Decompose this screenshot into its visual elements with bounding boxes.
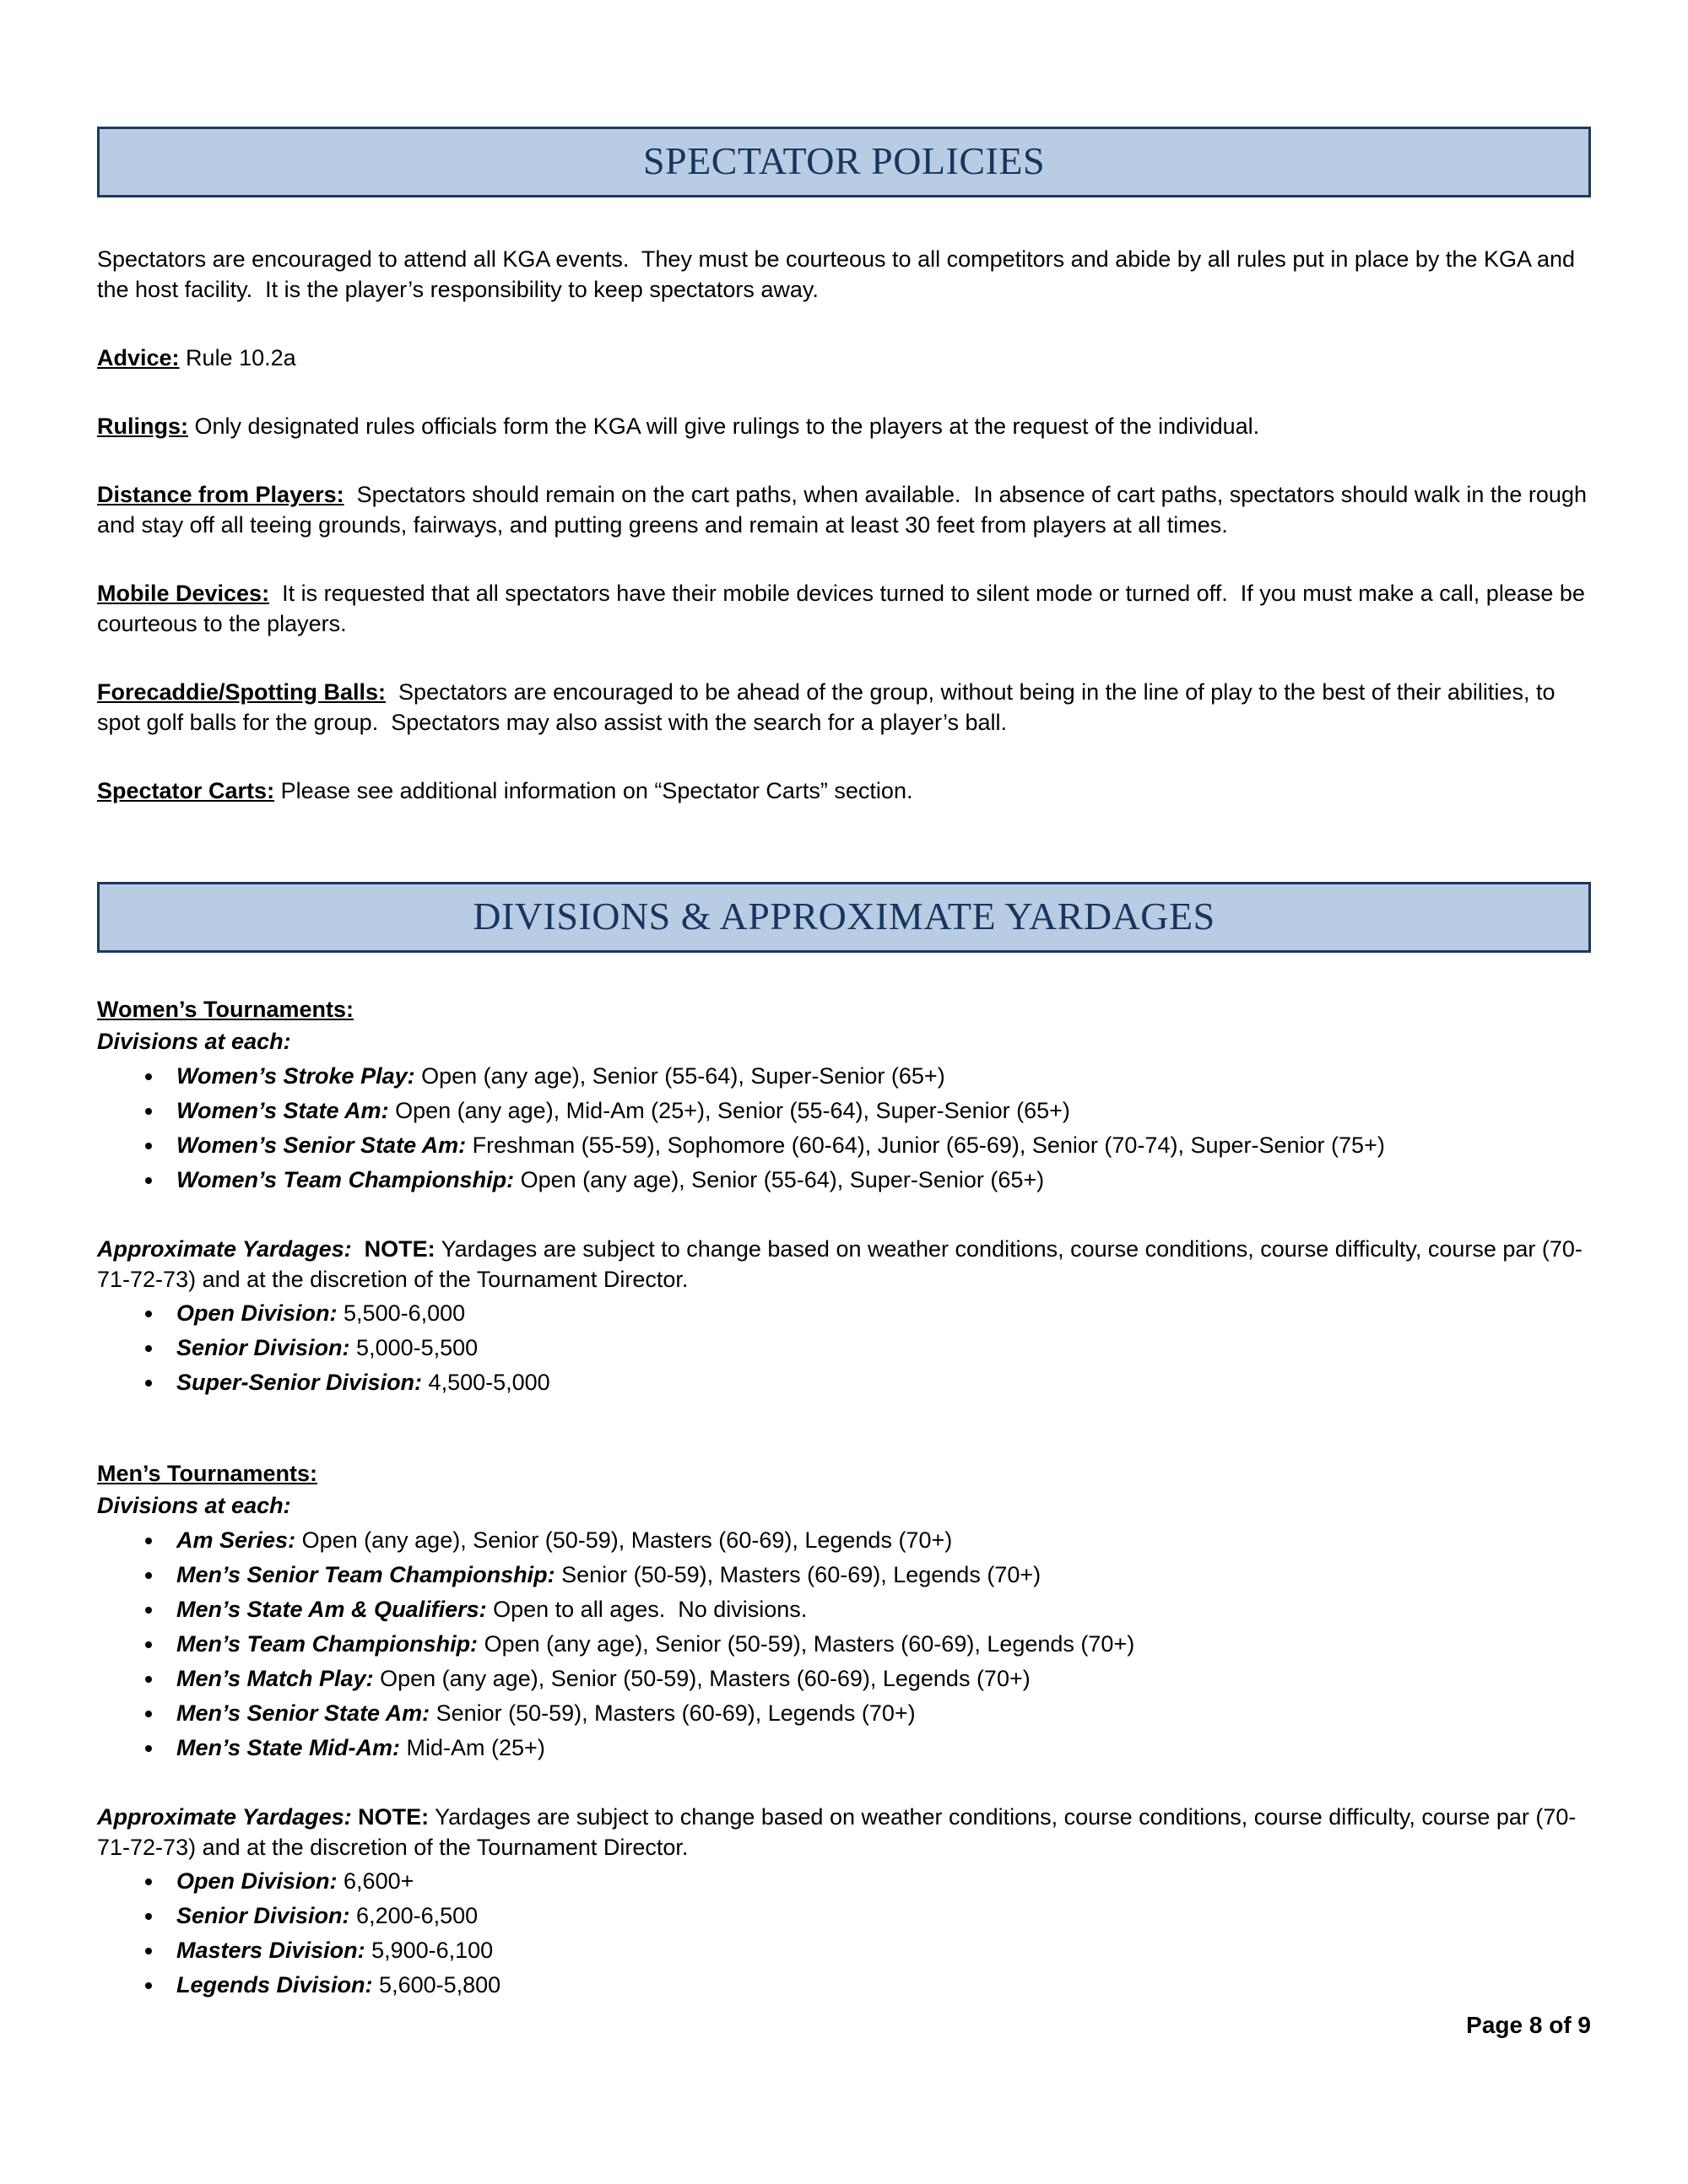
- mens-divisions-subheading: Divisions at each:: [97, 1493, 291, 1518]
- womens-senior-division-label: Senior Division:: [176, 1335, 350, 1360]
- policy-mobile-devices: [97, 578, 1591, 639]
- policy-distance-label: Distance from Players:: [97, 482, 344, 507]
- policy-spectator-carts: [97, 776, 1591, 806]
- mens-yardages-note-text: Yardages are subject to change based on weather conditions, course conditions, course difficulty, course par (70-71-72-73) and at the discretion of the Tournament Director.: [97, 1804, 1577, 1860]
- policy-mobile-devices-label: Mobile Devices:: [97, 581, 270, 606]
- womens-open-division-label: Open Division:: [176, 1300, 338, 1326]
- mens-legends-division-label: Legends Division:: [176, 1972, 373, 1997]
- womens-team-championship-label: Women’s Team Championship:: [176, 1167, 515, 1192]
- policy-distance: [97, 479, 1591, 540]
- mens-open-division-label: Open Division:: [176, 1868, 338, 1894]
- list-item: [165, 1970, 1591, 2001]
- policy-mobile-devices-text: It is requested that all spectators have their mobile devices turned to silent mode or turned off. If you must make a call, please be courteous to the players.: [97, 581, 1592, 636]
- womens-divisions-list: [97, 1061, 1591, 1196]
- mens-state-am-qualifiers-label: Men’s State Am & Qualifiers:: [176, 1597, 487, 1622]
- mens-tournaments-heading: Men’s Tournaments:: [97, 1461, 318, 1486]
- list-item: [165, 1663, 1591, 1695]
- womens-divisions-subheading: Divisions at each:: [97, 1029, 291, 1054]
- list-item: [165, 1525, 1591, 1556]
- mens-senior-state-am-label: Men’s Senior State Am:: [176, 1700, 430, 1726]
- mens-senior-state-am-text: Senior (50-59), Masters (60-69), Legends (70+): [430, 1700, 916, 1726]
- womens-yardages-note-text: Yardages are subject to change based on weather conditions, course conditions, course difficulty, course par (70-71-72-73) and at the discretion of the Tournament Director.: [97, 1236, 1582, 1292]
- womens-stroke-play-text: Open (any age), Senior (55-64), Super-Senior (65+): [414, 1063, 945, 1089]
- womens-state-am-label: Women’s State Am:: [176, 1098, 389, 1123]
- mens-yardages-note-label: NOTE:: [351, 1804, 430, 1830]
- mens-masters-division-text: 5,900-6,100: [365, 1938, 494, 1963]
- policy-advice-text: Rule 10.2a: [179, 345, 296, 370]
- womens-open-division-text: 5,500-6,000: [337, 1300, 466, 1326]
- list-item: [165, 1061, 1591, 1092]
- womens-yardages-label: Approximate Yardages:: [97, 1236, 352, 1262]
- mens-team-championship-text: Open (any age), Senior (50-59), Masters (60-69), Legends (70+): [478, 1631, 1135, 1657]
- womens-senior-division-text: 5,000-5,500: [349, 1335, 479, 1360]
- policy-distance-text: Spectators should remain on the cart paths, when available. In absence of cart paths, spectators should walk in the rough and stay off all teeing grounds, fairways, and putting greens and remain at least 30 feet from players at all times.: [97, 482, 1593, 538]
- mens-senior-team-championship-text: Senior (50-59), Masters (60-69), Legends (70+): [555, 1562, 1041, 1587]
- am-series-text: Open (any age), Senior (50-59), Masters (60-69), Legends (70+): [295, 1527, 953, 1553]
- mens-yardages-list: [97, 1866, 1591, 2001]
- list-item: [165, 1698, 1591, 1729]
- womens-state-am-text: Open (any age), Mid-Am (25+), Senior (55-64), Super-Senior (65+): [388, 1098, 1070, 1123]
- list-item: [165, 1130, 1591, 1161]
- mens-state-mid-am-text: Mid-Am (25+): [400, 1735, 545, 1760]
- mens-state-am-qualifiers-text: Open to all ages. No divisions.: [486, 1597, 808, 1622]
- mens-state-mid-am-label: Men’s State Mid-Am:: [176, 1735, 401, 1760]
- mens-yardages-heading: [97, 1802, 1591, 1862]
- mens-team-championship-label: Men’s Team Championship:: [176, 1631, 479, 1657]
- list-item: [165, 1629, 1591, 1660]
- policy-spectator-carts-label: Spectator Carts:: [97, 778, 275, 803]
- womens-senior-state-am-text: Freshman (55-59), Sophomore (60-64), Junior (65-69), Senior (70-74), Super-Senior (75+): [466, 1133, 1385, 1158]
- list-item: [165, 1733, 1591, 1764]
- spectator-intro-paragraph: [97, 244, 1591, 305]
- womens-senior-state-am-label: Women’s Senior State Am:: [176, 1133, 467, 1158]
- page-number: Page 8 of 9: [1466, 2012, 1591, 2038]
- list-item: [165, 1095, 1591, 1127]
- womens-stroke-play-label: Women’s Stroke Play:: [176, 1063, 415, 1089]
- spectator-policies-banner: [97, 127, 1591, 197]
- policy-forecaddie-label: Forecaddie/Spotting Balls:: [97, 679, 387, 705]
- divisions-yardages-banner-title: DIVISIONS & APPROXIMATE YARDAGES: [473, 895, 1215, 938]
- list-item: [165, 1935, 1591, 1966]
- womens-super-senior-division-label: Super-Senior Division:: [176, 1370, 423, 1395]
- policy-advice: [97, 343, 1591, 373]
- womens-tournaments-heading: Women’s Tournaments:: [97, 997, 354, 1022]
- womens-yardages-heading: [97, 1234, 1591, 1295]
- womens-yardages-note-label: NOTE:: [351, 1236, 436, 1262]
- womens-super-senior-division-text: 4,500-5,000: [422, 1370, 550, 1395]
- policy-rulings-label: Rulings:: [97, 414, 188, 439]
- spectator-intro-text: Spectators are encouraged to attend all KGA events. They must be courteous to all competitors and abide by all rules put in place by the KGA and the host facility. It is the player’s responsibility to keep spectators away.: [97, 246, 1582, 302]
- divisions-yardages-banner: [97, 882, 1591, 953]
- spectator-policies-banner-title: SPECTATOR POLICIES: [642, 139, 1046, 182]
- mens-match-play-text: Open (any age), Senior (50-59), Masters (60-69), Legends (70+): [373, 1666, 1031, 1691]
- policy-forecaddie: [97, 677, 1591, 738]
- womens-team-championship-text: Open (any age), Senior (55-64), Super-Senior (65+): [514, 1167, 1045, 1192]
- policy-forecaddie-text: Spectators are encouraged to be ahead of the group, without being in the line of play to the best of their abilities, to spot golf balls for the group. Spectators may also assist with the search for a player’s ball.: [97, 679, 1561, 735]
- policy-rulings-text: Only designated rules officials form the KGA will give rulings to the players at the request of the individual.: [188, 414, 1260, 439]
- policy-spectator-carts-text: Please see additional information on “Spectator Carts” section.: [274, 778, 913, 803]
- mens-senior-division-label: Senior Division:: [176, 1903, 350, 1928]
- mens-legends-division-text: 5,600-5,800: [372, 1972, 501, 1997]
- mens-match-play-label: Men’s Match Play:: [176, 1666, 374, 1691]
- list-item: [165, 1866, 1591, 1897]
- list-item: [165, 1333, 1591, 1364]
- mens-yardages-label: Approximate Yardages:: [97, 1804, 352, 1830]
- am-series-label: Am Series:: [176, 1527, 296, 1553]
- mens-masters-division-label: Masters Division:: [176, 1938, 365, 1963]
- mens-open-division-text: 6,600+: [337, 1868, 414, 1894]
- mens-divisions-list: [97, 1525, 1591, 1764]
- mens-senior-division-text: 6,200-6,500: [349, 1903, 479, 1928]
- list-item: [165, 1298, 1591, 1329]
- list-item: [165, 1594, 1591, 1625]
- womens-yardages-list: [97, 1298, 1591, 1398]
- list-item: [165, 1900, 1591, 1932]
- list-item: [165, 1165, 1591, 1196]
- mens-senior-team-championship-label: Men’s Senior Team Championship:: [176, 1562, 555, 1587]
- policy-advice-label: Advice:: [97, 345, 180, 370]
- policy-rulings: [97, 411, 1591, 441]
- list-item: [165, 1367, 1591, 1398]
- list-item: [165, 1560, 1591, 1591]
